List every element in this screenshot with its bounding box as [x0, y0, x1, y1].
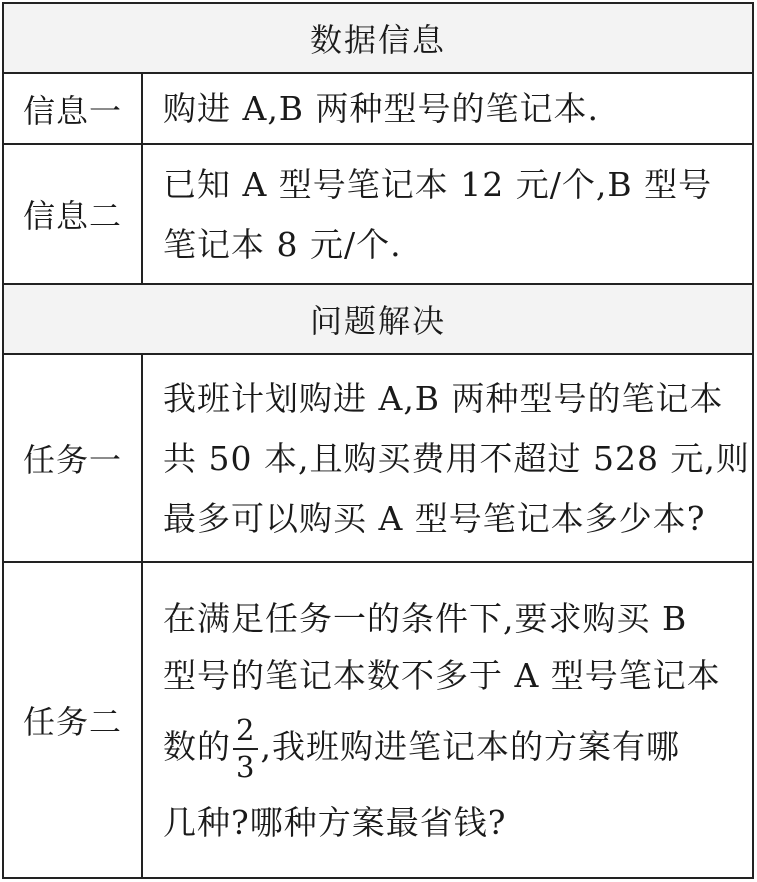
- task-2-content: [143, 563, 752, 877]
- task-2-line-1: 在满足任务一的条件下,要求购买 B: [163, 598, 688, 638]
- info-2-content: [143, 145, 752, 283]
- task-2-label: 任务二: [4, 563, 143, 877]
- task-2-line-3: [163, 712, 738, 784]
- info-1-line-1: 购进 A,B 两种型号的笔记本.: [163, 89, 600, 128]
- task-1-label: 任务一: [4, 355, 143, 561]
- info-row-1: [4, 74, 752, 145]
- task-1-content: [143, 355, 752, 561]
- fraction-numerator: 2: [233, 716, 258, 750]
- info-2-label: 信息二: [4, 145, 143, 283]
- task-row-1: [4, 355, 752, 563]
- task-1-line-3: 最多可以购买 A 型号笔记本多少本?: [163, 498, 706, 538]
- task-2-line-2: 型号的笔记本数不多于 A 型号笔记本: [163, 655, 721, 695]
- fraction-two-thirds: [233, 712, 258, 784]
- data-table: [2, 2, 754, 879]
- task-1-line-2: 共 50 本,且购买费用不超过 528 元,则: [163, 438, 750, 478]
- task-row-2: [4, 563, 752, 877]
- task-2-line-4: 几种?哪种方案最省钱?: [163, 802, 507, 842]
- header-data-info-text: 数据信息: [309, 21, 446, 59]
- info-row-2: [4, 145, 752, 285]
- info-2-line-1: 已知 A 型号笔记本 12 元/个,B 型号: [163, 164, 713, 204]
- header-problem-solving-text: 问题解决: [309, 302, 446, 340]
- header-problem-solving: [4, 285, 752, 355]
- task-1-line-1: 我班计划购进 A,B 两种型号的笔记本: [163, 378, 724, 418]
- task-2-line-3-after: ,我班购进笔记本的方案有哪: [260, 726, 680, 766]
- header-data-info: [4, 4, 752, 74]
- info-1-content: [143, 74, 752, 143]
- fraction-denominator: 3: [236, 749, 256, 784]
- info-2-line-2: 笔记本 8 元/个.: [163, 224, 402, 264]
- info-1-label: 信息一: [4, 74, 143, 143]
- task-2-line-3-before: 数的: [163, 726, 231, 766]
